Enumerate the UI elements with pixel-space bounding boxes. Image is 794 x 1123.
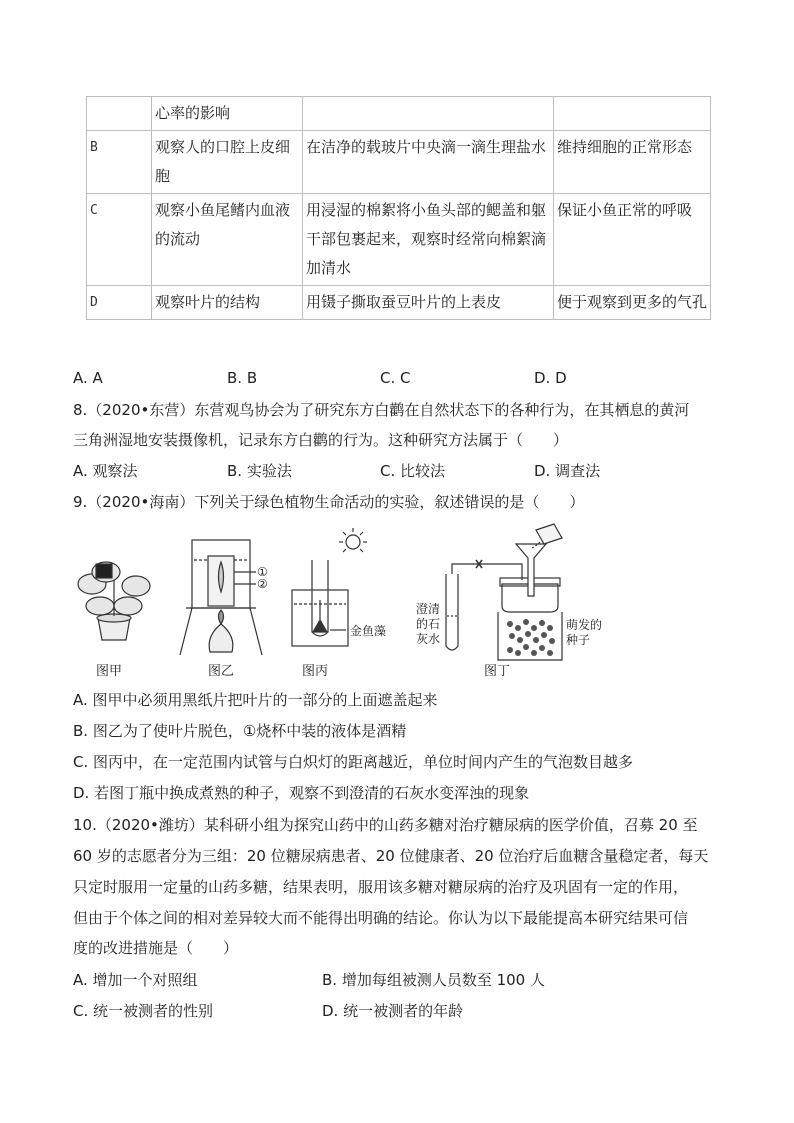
q8-stem-line1: 8.（2020•东营）东营观鸟协会为了研究东方白鹳在自然状态下的各种行为，在其栖息的黄河 <box>73 401 690 419</box>
q10-stem-line2: 60 岁的志愿者分为三组：20 位糖尿病患者、20 位健康者、20 位治疗后血糖含量稳定者，每天 <box>73 847 709 865</box>
marker-1: ① <box>257 565 268 579</box>
q10-stem-line5: 度的改进措施是（ ） <box>73 939 239 957</box>
q9-stem: 9.（2020•海南）下列关于绿色植物生命活动的实验，叙述错误的是（ ） <box>73 493 585 511</box>
q8-option-d[interactable]: D. 调查法 <box>534 462 601 480</box>
limewater-label-line1: 澄清 <box>416 602 441 616</box>
q7-option-a[interactable]: A. A <box>73 369 103 387</box>
caption-figure-c: 图丙 <box>302 664 329 679</box>
q7-option-c[interactable]: C. C <box>380 369 411 387</box>
q10-stem-line3: 只定时服用一定量的山药多糖，结果表明，服用该多糖对糖尿病的治疗及巩固有一定的作用， <box>73 878 689 896</box>
beaker-heating-illustration <box>180 540 262 655</box>
q9-option-b[interactable]: B. 图乙为了使叶片脱色，①烧杯中装的液体是酒精 <box>73 722 407 740</box>
row-label <box>87 97 152 131</box>
operation-cell: 用镊子撕取蚕豆叶片的上表皮 <box>303 286 554 320</box>
limewater-label-line3: 灰水 <box>416 632 441 646</box>
q10-option-b[interactable]: B. 增加每组被测人员数至 100 人 <box>322 971 545 989</box>
q9-option-a[interactable]: A. 图甲中必须用黑纸片把叶片的一部分的上面遮盖起来 <box>73 691 438 709</box>
limewater-label-line2: 的石 <box>416 617 441 631</box>
q10-stem-line1: 10.（2020•潍坊）某科研小组为探究山药中的山药多糖对治疗糖尿病的医学价值，召募 20 至 <box>73 816 698 834</box>
q9-option-c[interactable]: C. 图丙中，在一定范围内试管与白炽灯的距离越近，单位时间内产生的气泡数目越多 <box>73 753 634 771</box>
purpose-cell: 保证小鱼正常的呼吸 <box>554 194 711 286</box>
potted-plant-illustration <box>78 562 150 640</box>
q7-option-d[interactable]: D. D <box>534 369 567 387</box>
caption-figure-d: 图丁 <box>484 664 511 679</box>
experiment-cell: 观察人的口腔上皮细胞 <box>152 131 303 194</box>
q9-experiment-figure <box>70 520 630 680</box>
row-label: D <box>87 286 152 320</box>
caption-figure-a: 图甲 <box>96 664 123 679</box>
row-label: B <box>87 131 152 194</box>
experiment-table <box>86 96 711 320</box>
table-row <box>87 131 711 194</box>
q10-option-d[interactable]: D. 统一被测者的年龄 <box>322 1002 464 1020</box>
purpose-cell <box>554 97 711 131</box>
row-label: C <box>87 194 152 286</box>
caption-figure-b: 图乙 <box>208 664 235 679</box>
q8-option-c[interactable]: C. 比较法 <box>380 462 446 480</box>
experiment-cell: 心率的影响 <box>152 97 303 131</box>
goldfish-weed-label: 金鱼藻 <box>350 624 387 638</box>
germinating-seeds-illustration <box>446 524 562 660</box>
experiment-cell: 观察叶片的结构 <box>152 286 303 320</box>
marker-2: ② <box>257 577 268 591</box>
seeds-label-line2: 种子 <box>566 633 591 647</box>
table-row <box>87 194 711 286</box>
operation-cell: 用浸湿的棉絮将小鱼头部的鳃盖和躯干部包裹起来，观察时经常向棉絮滴加清水 <box>303 194 554 286</box>
table-row <box>87 286 711 320</box>
q8-stem-line2: 三角洲湿地安装摄像机，记录东方白鹳的行为。这种研究方法属于（ ） <box>73 431 569 449</box>
operation-cell <box>303 97 554 131</box>
experiment-illustration <box>70 520 630 680</box>
experiment-cell: 观察小鱼尾鳍内血液的流动 <box>152 194 303 286</box>
q8-option-a[interactable]: A. 观察法 <box>73 462 138 480</box>
q8-option-b[interactable]: B. 实验法 <box>227 462 292 480</box>
q10-option-a[interactable]: A. 增加一个对照组 <box>73 971 198 989</box>
operation-cell: 在洁净的载玻片中央滴一滴生理盐水 <box>303 131 554 194</box>
seeds-label-line1: 萌发的 <box>566 618 603 632</box>
q9-option-d[interactable]: D. 若图丁瓶中换成煮熟的种子，观察不到澄清的石灰水变浑浊的现象 <box>73 784 530 802</box>
purpose-cell: 维持细胞的正常形态 <box>554 131 711 194</box>
q10-option-c[interactable]: C. 统一被测者的性别 <box>73 1002 214 1020</box>
purpose-cell: 便于观察到更多的气孔 <box>554 286 711 320</box>
q7-option-b[interactable]: B. B <box>227 369 258 387</box>
q10-stem-line4: 但由于个体之间的相对差异较大而不能得出明确的结论。你认为以下最能提高本研究结果可信 <box>73 909 689 927</box>
table-row <box>87 97 711 131</box>
